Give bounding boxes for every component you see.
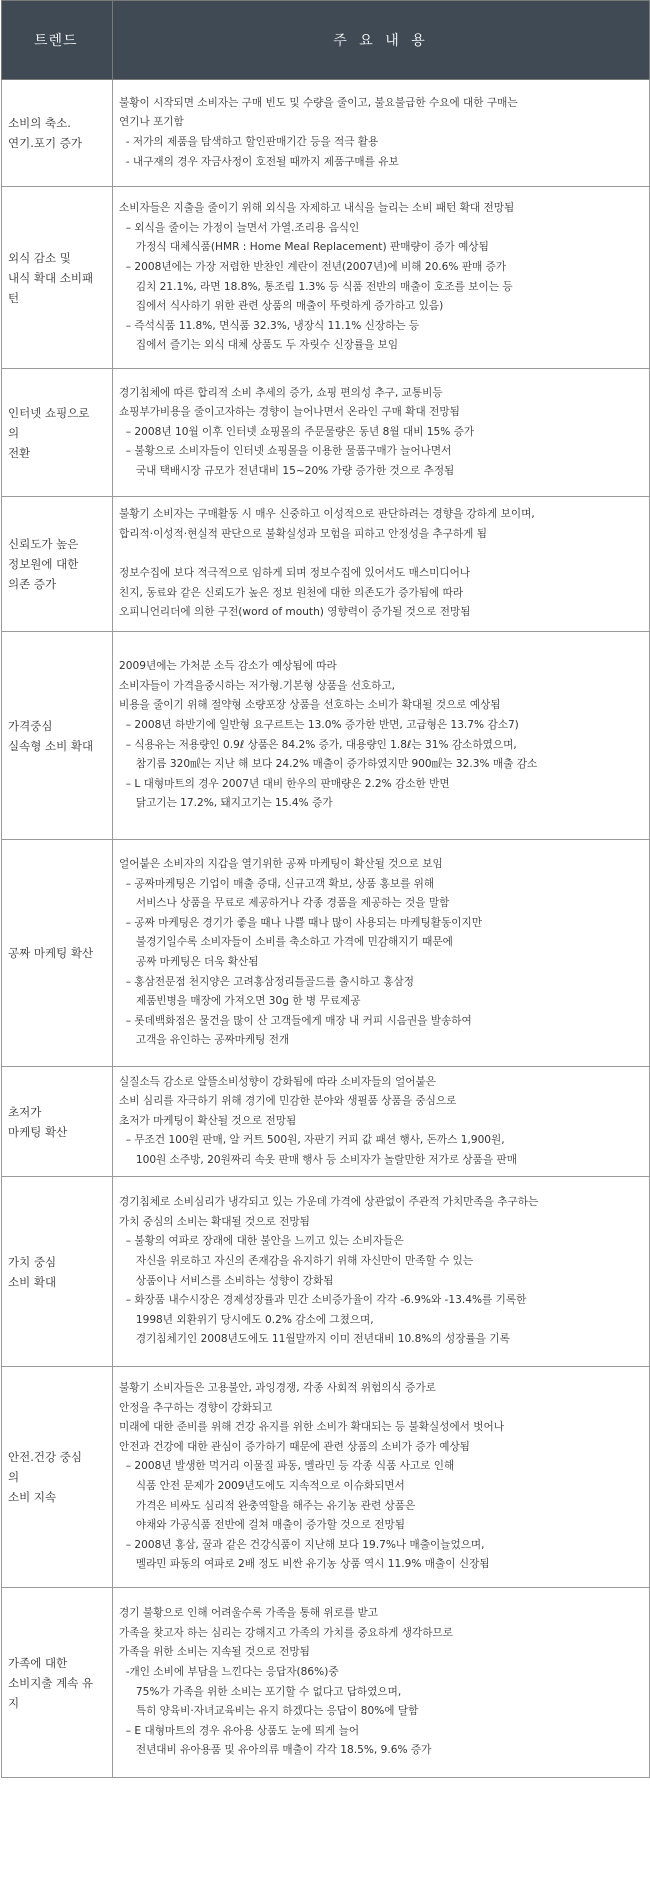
content-line: 식품 안전 문제가 2009년도에도 지속적으로 이슈화되면서 (119, 1480, 405, 1492)
table-row (2, 1177, 650, 1367)
table-row (2, 1067, 650, 1177)
trend-cell: 가치 중심 소비 확대 (2, 1177, 113, 1367)
content-line: – 식용유는 저용량인 0.9ℓ 상품은 84.2% 증가, 대용량인 1.8ℓ는 31% 감소하였으며, (119, 738, 517, 751)
table-row (2, 632, 650, 840)
content-line: 가정식 대체식품(HMR : Home Meal Replacement) 판매량이 증가 예상됨 (119, 241, 489, 254)
trend-cell: 가족에 대한 소비지출 계속 유 지 (2, 1588, 113, 1778)
content-line: 불황기 소비자들은 고용불안, 과잉경쟁, 각종 사회적 위험의식 증가로 (119, 1382, 436, 1395)
content-line: 자신을 위로하고 자신의 존재감을 유지하기 위해 자신만이 만족할 수 있는 (119, 1254, 474, 1267)
content-line: 친지, 동료와 같은 신뢰도가 높은 정보 원천에 대한 의존도가 증가됨에 따라 (119, 586, 464, 599)
content-line: 상품이나 서비스를 소비하는 성향이 강화됨 (119, 1274, 334, 1287)
header-row (2, 1, 650, 80)
content-cell (113, 497, 650, 632)
content-line: – 2008년 하반기에 일반형 요구르트는 13.0% 증가한 반면, 고급형은 13.7% 감소7) (119, 718, 519, 731)
content-line: 경기침체기인 2008년도에도 11월말까지 이미 전년대비 10.8%의 성장률을 기록 (119, 1333, 510, 1346)
content-line: 100원 소주방, 20원짜리 속옷 판매 행사 등 소비자가 놀랄만한 저가로 상품을 판매 (119, 1153, 517, 1166)
content-line: 불경기일수록 소비자들이 소비를 축소하고 가격에 민감해지기 때문에 (119, 936, 453, 949)
content-line: 쇼핑부가비용을 줄이고자하는 경향이 늘어나면서 온라인 구매 확대 전망됨 (119, 406, 460, 419)
content-line: – 2008년에는 가장 저렴한 반찬인 계란이 전년(2007년)에 비해 20.6% 판매 증가 (119, 260, 507, 273)
table-row (2, 840, 650, 1067)
trend-cell: 가격중심 실속형 소비 확대 (2, 632, 113, 840)
content-line: 닭고기는 17.2%, 돼지고기는 15.4% 증가 (119, 797, 333, 810)
trend-cell: 인터넷 쇼핑으로 의 전환 (2, 369, 113, 497)
content-line: 소비자들은 지출을 줄이기 위해 외식을 자제하고 내식을 늘리는 소비 패턴 확대 전망됨 (119, 202, 515, 215)
content-line: 미래에 대한 준비를 위해 건강 유지를 위한 소비가 확대되는 등 불확실성에서 벗어나 (119, 1421, 504, 1434)
content-line: 소비 심리를 자극하기 위해 경기에 민감한 분야와 생필품 상품을 중심으로 (119, 1095, 457, 1108)
content-line: 집에서 즐기는 외식 대체 상품도 두 자릿수 신장률을 보임 (119, 339, 399, 352)
table-row (2, 497, 650, 632)
content-cell (113, 632, 650, 840)
trend-table (1, 0, 650, 1778)
content-cell (113, 1177, 650, 1367)
content-line: – 무조건 100원 판매, 알 커트 500원, 자판기 커피 값 패션 행사, 돈까스 1,900원, (119, 1134, 505, 1147)
content-line: 경기침체에 따른 합리적 소비 추세의 증가, 쇼핑 편의성 추구, 교통비등 (119, 386, 443, 399)
content-cell (113, 1067, 650, 1177)
table-row (2, 369, 650, 497)
content-line: 김치 21.1%, 라면 18.8%, 통조림 1.3% 등 식품 전반의 매출이 호조를 보이는 등 (119, 280, 513, 293)
content-line: – 화장품 내수시장은 경제성장률과 민간 소비증가율이 각각 -6.9%와 -13.4%를 기록한 (119, 1294, 527, 1307)
header-content: 주 요 내 용 (113, 1, 650, 80)
content-line: 소비자들이 가격을중시하는 저가형.기본형 상품을 선호하고, (119, 679, 396, 692)
content-line: 초저가 마케팅이 확산될 것으로 전망됨 (119, 1114, 297, 1127)
table-row (2, 1588, 650, 1778)
content-line: 전년대비 유아용품 및 유아의류 매출이 각각 18.5%, 9.6% 증가 (119, 1744, 432, 1757)
table-row (2, 80, 650, 187)
content-cell (113, 840, 650, 1067)
content-line: 안정을 추구하는 경향이 강화되고 (119, 1401, 273, 1414)
content-line: 경기침체로 소비심리가 냉각되고 있는 가운데 가격에 상관없이 주관적 가치만족을 추구하는 (119, 1196, 539, 1209)
content-line: -개인 소비에 부담을 느낀다는 응답자(86%)중 (119, 1665, 339, 1678)
trend-cell: 외식 감소 및 내식 확대 소비패 턴 (2, 187, 113, 369)
trend-cell: 공짜 마케팅 확산 (2, 840, 113, 1067)
content-line: 공짜 마케팅은 더욱 확산됨 (119, 956, 259, 968)
content-line: 75%가 가족을 위한 소비는 포기할 수 없다고 답하였으며, (119, 1685, 402, 1698)
content-line: 안전과 건강에 대한 관심이 증가하기 때문에 관련 상품의 소비가 증가 예상됨 (119, 1440, 470, 1453)
content-line: 가족을 위한 소비는 지속될 것으로 전망됨 (119, 1646, 310, 1659)
content-line (119, 544, 647, 564)
content-line: 연기나 포기함 (119, 116, 184, 129)
content-line: – 외식을 줄이는 가정이 늘면서 가열.조리용 음식인 (119, 221, 360, 234)
trend-cell: 안전.건강 중심 의 소비 지속 (2, 1367, 113, 1588)
content-line: 제품빈병을 매장에 가져오면 30g 한 병 무료제공 (119, 995, 361, 1008)
table-row (2, 187, 650, 369)
content-line: 불황기 소비자는 구매활동 시 매우 신중하고 이성적으로 판단하려는 경향을 강하게 보이며, (119, 508, 535, 521)
content-line: 비용을 줄이기 위해 절약형 소량포장 상품을 선호하는 소비가 확대될 것으로 예상됨 (119, 699, 501, 712)
content-line: – 롯데백화점은 물건을 많이 산 고객들에게 매장 내 커피 시음권을 발송하여 (119, 1014, 472, 1027)
content-line: – L 대형마트의 경우 2007년 대비 한우의 판매량은 2.2% 감소한 반면 (119, 777, 450, 790)
content-line: 가족을 찾고자 하는 심리는 강해지고 가족의 가치를 중요하게 생각하므로 (119, 1626, 453, 1639)
content-line: 정보수집에 보다 적극적으로 임하게 되며 정보수집에 있어서도 매스미디어나 (119, 567, 471, 579)
content-line: – 2008년 홍삼, 꿀과 같은 건강식품이 지난해 보다 19.7%나 매출이늘었으며, (119, 1538, 485, 1551)
content-line: – 즉석식품 11.8%, 면식품 32.3%, 냉장식 11.1% 신장하는 등 (119, 319, 420, 332)
content-line: 1998년 외환위기 당시에도 0.2% 감소에 그쳤으며, (119, 1313, 374, 1326)
content-line: 멜라민 파동의 여파로 2배 정도 비싼 유기농 상품 역시 11.9% 매출이 신장됨 (119, 1558, 490, 1571)
content-line: 실질소득 감소로 알뜰소비성향이 강화됨에 따라 소비자들의 얼어붙은 (119, 1075, 436, 1088)
content-line: 야채와 가공식품 전반에 걸쳐 매출이 증가할 것으로 전망됨 (119, 1519, 406, 1532)
content-line: - 내구재의 경우 자금사정이 호전될 때까지 제품구매를 유보 (119, 155, 399, 168)
content-cell (113, 1367, 650, 1588)
content-line: 가치 중심의 소비는 확대될 것으로 전망됨 (119, 1215, 310, 1228)
content-line: – 불황의 여파로 장래에 대한 불안을 느끼고 있는 소비자들은 (119, 1235, 404, 1248)
content-cell (113, 369, 650, 497)
content-line: 집에서 식사하기 위한 관련 상품의 매출이 뚜렷하게 증가하고 있음) (119, 300, 444, 313)
content-cell (113, 80, 650, 187)
trend-cell: 신뢰도가 높은 정보원에 대한 의존 증가 (2, 497, 113, 632)
content-line: – 공짜마케팅은 기업이 매출 증대, 신규고객 확보, 상품 홍보를 위해 (119, 877, 435, 890)
content-line: 2009년에는 가처분 소득 감소가 예상됨에 따라 (119, 660, 337, 673)
content-line: - 저가의 제품을 탐색하고 할인판매기간 등을 적극 활용 (119, 136, 379, 148)
content-line: 합리적·이성적·현실적 판단으로 불확실성과 모험을 피하고 안정성을 추구하게 됨 (119, 527, 488, 540)
content-line: 가격은 비싸도 심리적 완충역할을 해주는 유기농 관련 상품은 (119, 1499, 416, 1512)
content-line: – 공짜 마케팅은 경기가 좋을 때나 나쁠 때나 많이 사용되는 마케팅활동이지만 (119, 916, 482, 929)
content-line: 불황이 시작되면 소비자는 구매 빈도 및 수량을 줄이고, 불요불급한 수요에 대한 구매는 (119, 96, 518, 109)
content-line: 국내 택배시장 규모가 전년대비 15~20% 가량 증가한 것으로 추정됨 (119, 464, 455, 477)
content-line: – E 대형마트의 경우 유아용 상품도 눈에 띄게 늘어 (119, 1724, 360, 1737)
content-line: – 불황으로 소비자들이 인터넷 쇼핑몰을 이용한 물품구매가 늘어나면서 (119, 445, 452, 458)
content-line: 경기 불황으로 인해 어려울수록 가족을 통해 위로를 받고 (119, 1607, 378, 1620)
trend-cell: 소비의 축소. 연기.포기 증가 (2, 80, 113, 187)
table-body (2, 80, 650, 1778)
content-cell (113, 187, 650, 369)
content-line: 오피니언리더에 의한 구전(word of mouth) 영향력이 증가될 것으로 전망됨 (119, 606, 471, 619)
header-trend: 트렌드 (2, 1, 113, 80)
content-line: 얼어붙은 소비자의 지갑을 열기위한 공짜 마케팅이 확산될 것으로 보임 (119, 858, 443, 871)
content-line: – 2008년 10월 이후 인터넷 쇼핑몰의 주문물량은 동년 8월 대비 15% 증가 (119, 425, 475, 438)
content-line: – 홍삼전문점 천지양은 고려홍삼정리틀골드를 출시하고 홍삼정 (119, 975, 414, 988)
content-cell (113, 1588, 650, 1778)
content-line: – 2008년 발생한 먹거리 이물질 파동, 멜라민 등 각종 식품 사고로 인해 (119, 1460, 455, 1473)
trend-cell: 초저가 마케팅 확산 (2, 1067, 113, 1177)
content-line: 고객을 유인하는 공짜마케팅 전개 (119, 1034, 290, 1047)
content-line: 특히 양육비·자녀교육비는 유지 하겠다는 응답이 80%에 달함 (119, 1705, 419, 1718)
content-line: 서비스나 상품을 무료로 제공하거나 각종 경품을 제공하는 것을 말함 (119, 897, 450, 910)
table-row (2, 1367, 650, 1588)
content-line: 참기름 320㎖는 지난 해 보다 24.2% 매출이 증가하였지만 900㎖는 32.3% 매출 감소 (119, 758, 538, 771)
